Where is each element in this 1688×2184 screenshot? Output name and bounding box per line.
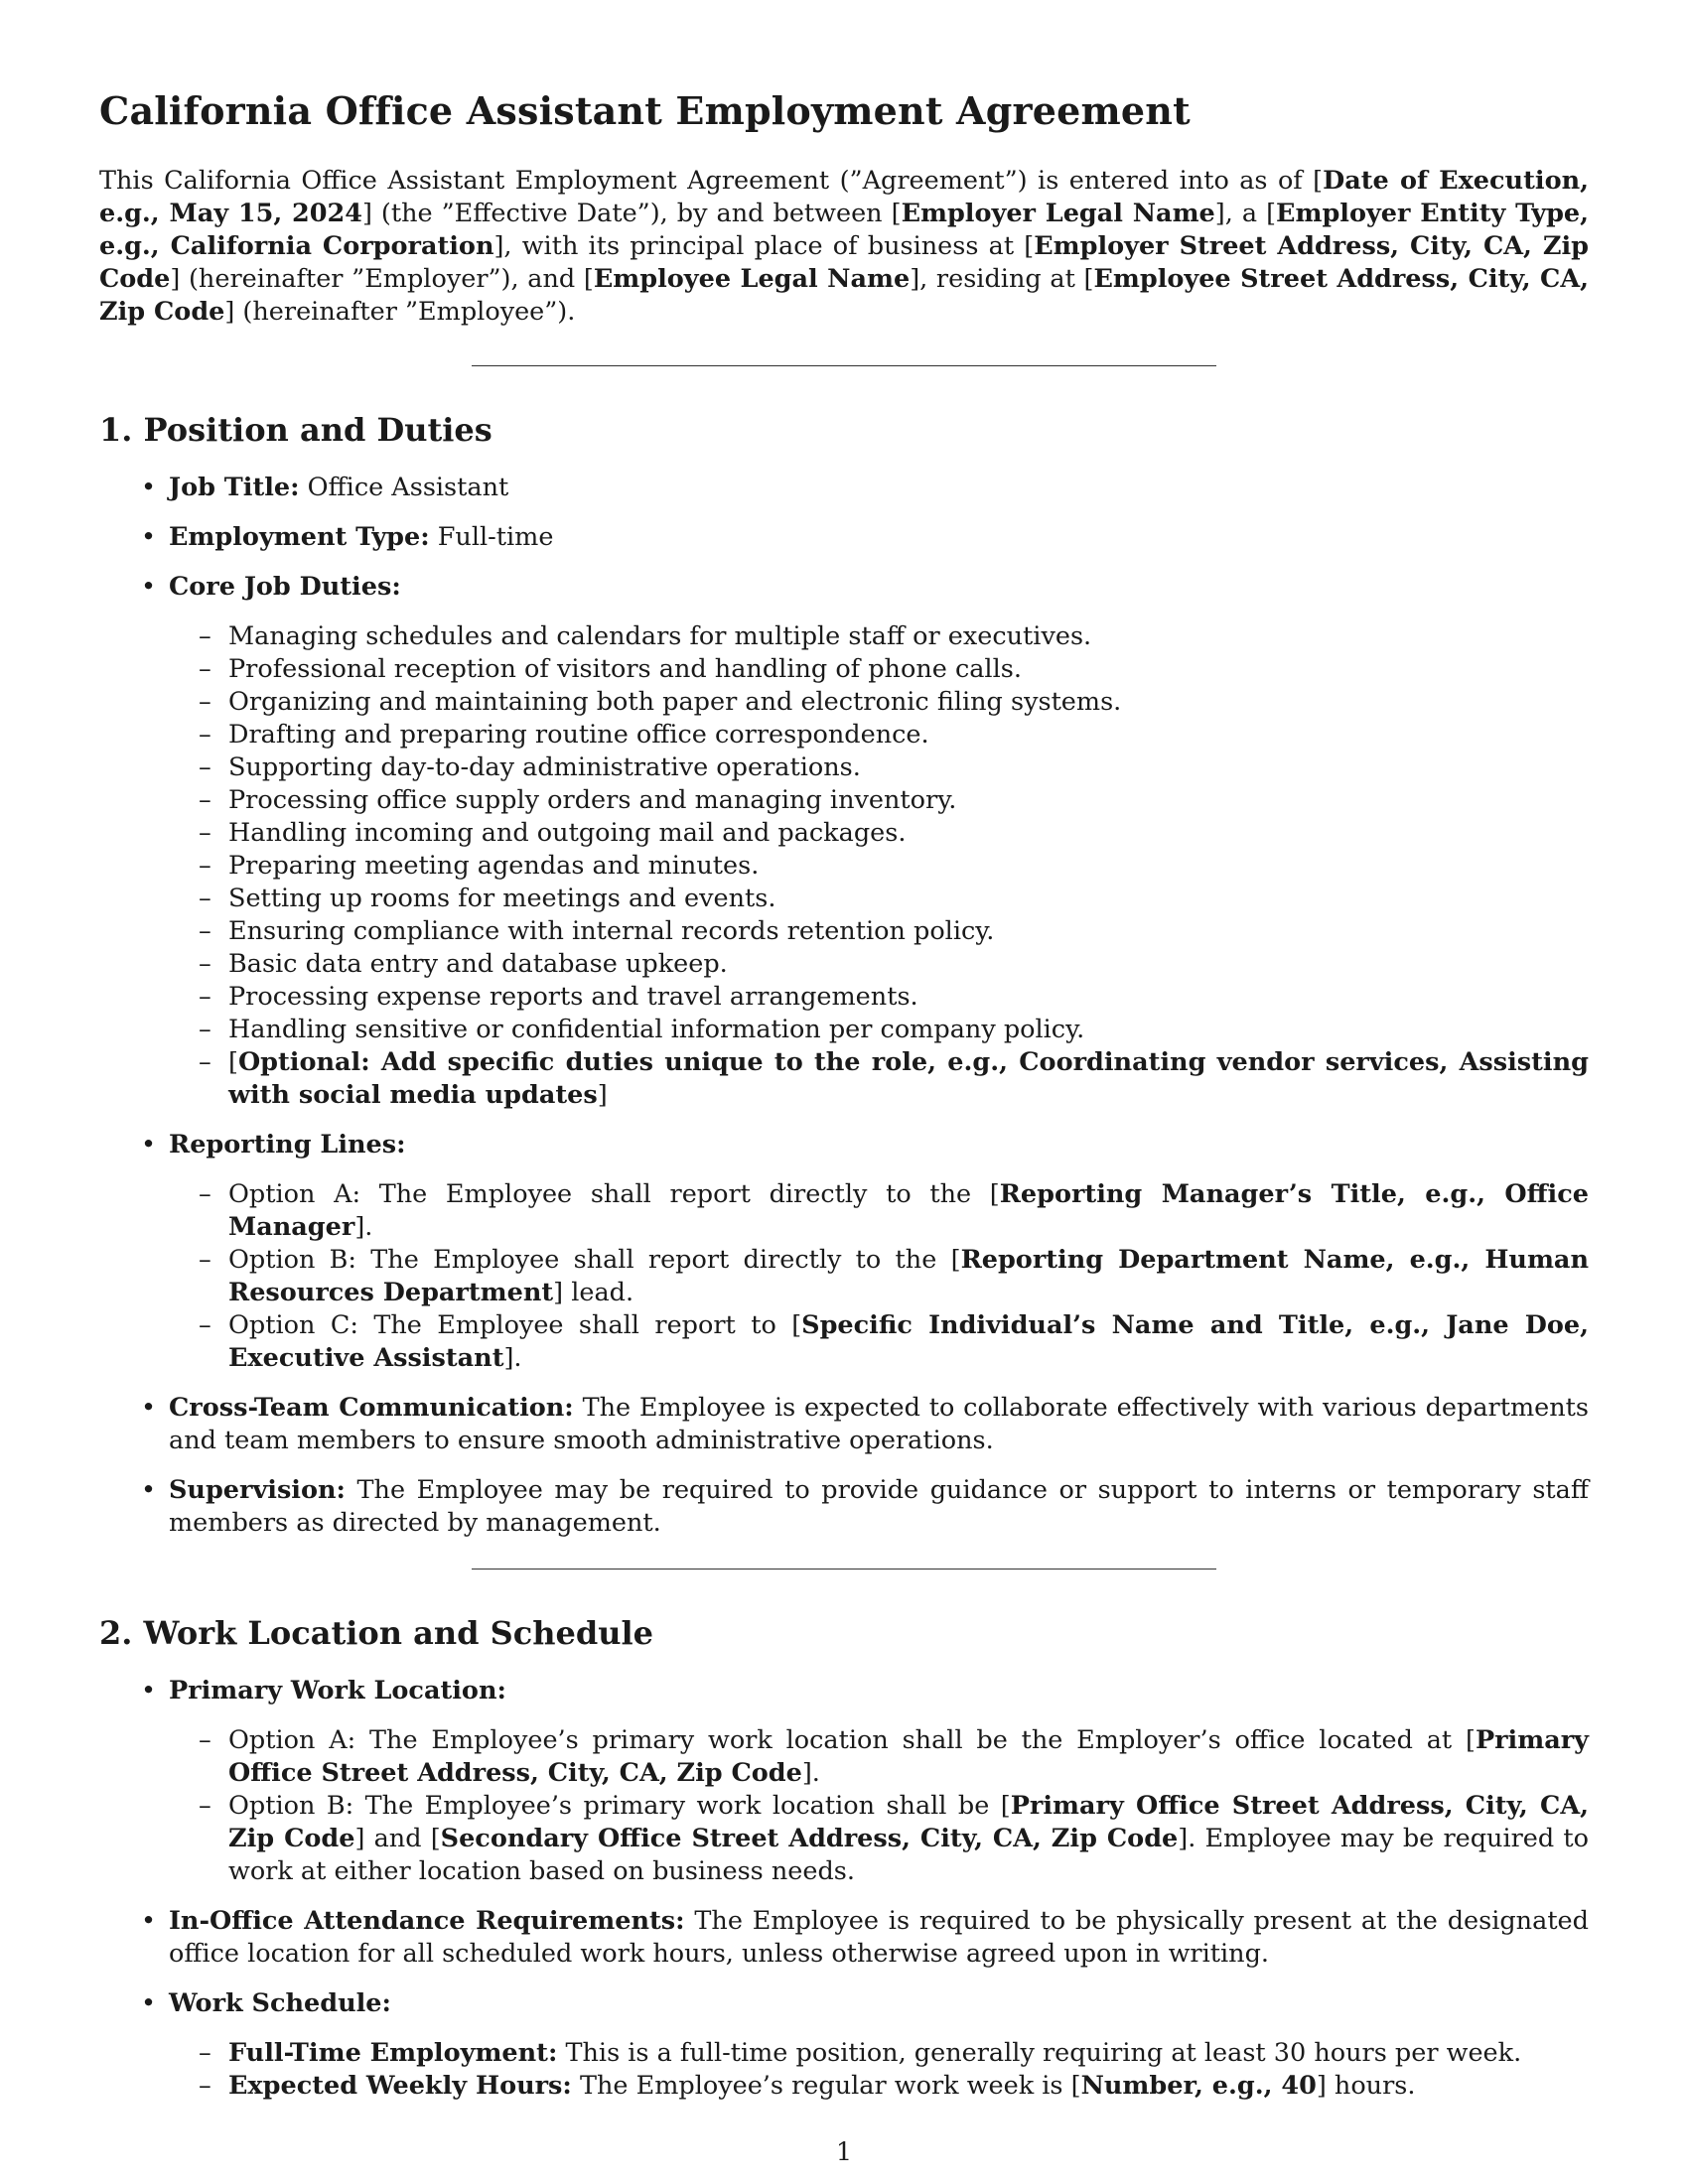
reporting-option-b [169, 1244, 1589, 1309]
intro-text: ], a [ [1214, 199, 1277, 228]
location-list [99, 1675, 1589, 2103]
schedule-list [169, 2037, 1589, 2103]
list-item-core-duties [99, 571, 1589, 1112]
page-number: 1 [835, 2137, 853, 2167]
field-label: Core Job Duties: [169, 572, 401, 602]
field-label: Supervision: [169, 1475, 346, 1505]
option-text: ]. [354, 1212, 373, 1242]
field-label: In-Office Attendance Requirements: [169, 1906, 685, 1936]
section-heading-position: 1. Position and Duties [99, 411, 492, 449]
duties-list [169, 620, 1589, 1112]
placeholder-employee-address: Employee Street Address, City, CA, Zip Code [99, 264, 1589, 327]
placeholder-primary-address: Primary Office Street Address, City, CA, Zip Code [228, 1791, 1589, 1853]
intro-text: ], residing at [ [910, 264, 1094, 294]
field-label: Reporting Lines: [169, 1130, 406, 1160]
location-option-a [169, 1724, 1589, 1790]
field-label: Primary Work Location: [169, 1676, 506, 1706]
option-text: Option A: The Employee’s primary work location shall be the Employer’s office located at [ [228, 1725, 1476, 1755]
duty-item: – Managing schedules and calendars for multiple staff or executives. [169, 620, 1589, 653]
duty-item: – Setting up rooms for meetings and events. [169, 883, 1589, 915]
list-item-supervision [99, 1474, 1589, 1540]
placeholder-secondary-address: Secondary Office Street Address, City, CA, Zip Code [440, 1824, 1179, 1853]
field-value: The Employee is required to be physically present at the designated office location for all scheduled work hours, unless otherwise agreed upon in writing. [169, 1906, 1589, 1969]
intro-paragraph [99, 165, 1589, 329]
position-list [99, 472, 1589, 1540]
option-text: ]. [503, 1343, 522, 1373]
duty-item: – Ensuring compliance with internal records retention policy. [169, 915, 1589, 948]
placeholder-entity-type: Employer Entity Type, e.g., California Corporation [99, 199, 1589, 261]
duty-item: – Processing expense reports and travel arrangements. [169, 981, 1589, 1014]
document-title: California Office Assistant Employment Agreement [99, 88, 1191, 133]
option-text: ]. [801, 1758, 820, 1788]
field-label: Job Title: [169, 473, 300, 502]
placeholder-weekly-hours: Number, e.g., 40 [1080, 2071, 1317, 2101]
placeholder-primary-address: Primary Office Street Address, City, CA, Zip Code [228, 1725, 1589, 1788]
section-divider [472, 1569, 1216, 1570]
document-page [99, 87, 1589, 2119]
placeholder-employee-name: Employee Legal Name [593, 264, 911, 294]
reporting-option-a [169, 1178, 1589, 1244]
intro-text: ] (the ”Effective Date”), by and between [ [361, 199, 902, 228]
field-value: This is a full-time position, generally requiring at least 30 hours per week. [565, 2038, 1522, 2068]
duty-item-optional: – [Optional: Add specific duties unique to the role, e.g., Coordinating vendor services, Assisting with social media updates] [169, 1046, 1589, 1112]
section-heading-location: 2. Work Location and Schedule [99, 1614, 654, 1652]
field-value: The Employee’s regular work week is [ [579, 2071, 1081, 2101]
duty-item: – Supporting day-to-day administrative operations. [169, 751, 1589, 784]
field-value: Full-time [437, 522, 554, 552]
field-label: Employment Type: [169, 522, 430, 552]
placeholder-department-name: Reporting Department Name, e.g., Human Resources Department [228, 1245, 1589, 1307]
duty-item: – Processing office supply orders and managing inventory. [169, 784, 1589, 817]
location-option-b [169, 1790, 1589, 1888]
placeholder-individual-name: Specific Individual’s Name and Title, e.g., Jane Doe, Executive Assistant [228, 1310, 1589, 1373]
placeholder-optional-duties: Optional: Add specific duties unique to the role, e.g., Coordinating vendor services, Assisting with social media updates [228, 1047, 1589, 1110]
duty-item: – Drafting and preparing routine office correspondence. [169, 719, 1589, 751]
section-divider [472, 365, 1216, 366]
duty-item: – Professional reception of visitors and handling of phone calls. [169, 653, 1589, 686]
option-text: ] lead. [553, 1278, 634, 1307]
duty-item: – Handling sensitive or confidential information per company policy. [169, 1014, 1589, 1046]
placeholder-manager-title: Reporting Manager’s Title, e.g., Office Manager [228, 1179, 1589, 1242]
placeholder-employer-address: Employer Street Address, City, CA, Zip Code [99, 231, 1589, 294]
list-item-attendance [99, 1905, 1589, 1971]
schedule-weekly-hours [169, 2070, 1589, 2103]
option-text: ] and [ [354, 1824, 441, 1853]
field-label: Work Schedule: [169, 1988, 391, 2018]
list-item-cross-team [99, 1392, 1589, 1457]
reporting-options-list [169, 1178, 1589, 1375]
list-item-employment-type [99, 521, 1589, 554]
field-value: ] hours. [1316, 2071, 1416, 2101]
reporting-option-c [169, 1309, 1589, 1375]
intro-text: ] (hereinafter ”Employer”), and [ [170, 264, 594, 294]
option-text: Option B: The Employee’s primary work location shall be [ [228, 1791, 1011, 1821]
option-text: ]. Employee may be required to work at either location based on business needs. [228, 1824, 1590, 1886]
duty-item: – Handling incoming and outgoing mail and packages. [169, 817, 1589, 850]
option-text: Option B: The Employee shall report directly to the [ [228, 1245, 961, 1275]
field-label: Full-Time Employment: [228, 2038, 558, 2068]
field-value: The Employee may be required to provide guidance or support to interns or temporary staff members as directed by management. [169, 1475, 1590, 1538]
intro-text: ] (hereinafter ”Employee”). [224, 297, 576, 327]
placeholder-employer-name: Employer Legal Name [901, 199, 1215, 228]
location-options-list [169, 1724, 1589, 1888]
field-label: Cross-Team Communication: [169, 1393, 574, 1423]
duty-item: – Basic data entry and database upkeep. [169, 948, 1589, 981]
placeholder-date: Date of Execution, e.g., May 15, 2024 [99, 166, 1589, 228]
field-label: Expected Weekly Hours: [228, 2071, 572, 2101]
duty-item: – Preparing meeting agendas and minutes. [169, 850, 1589, 883]
option-text: Option A: The Employee shall report directly to the [ [228, 1179, 1000, 1209]
intro-text: ], with its principal place of business at [ [493, 231, 1035, 261]
intro-text: This California Office Assistant Employment Agreement (”Agreement”) is entered into as of [ [99, 166, 1324, 196]
schedule-full-time [169, 2037, 1589, 2070]
list-item-primary-location [99, 1675, 1589, 1888]
list-item-job-title [99, 472, 1589, 504]
field-value: The Employee is expected to collaborate effectively with various departments and team members to ensure smooth administrative operations. [169, 1393, 1589, 1455]
option-text: Option C: The Employee shall report to [ [228, 1310, 802, 1340]
list-item-reporting-lines [99, 1129, 1589, 1375]
list-item-work-schedule [99, 1987, 1589, 2103]
field-value: Office Assistant [307, 473, 509, 502]
duty-item: – Organizing and maintaining both paper and electronic filing systems. [169, 686, 1589, 719]
